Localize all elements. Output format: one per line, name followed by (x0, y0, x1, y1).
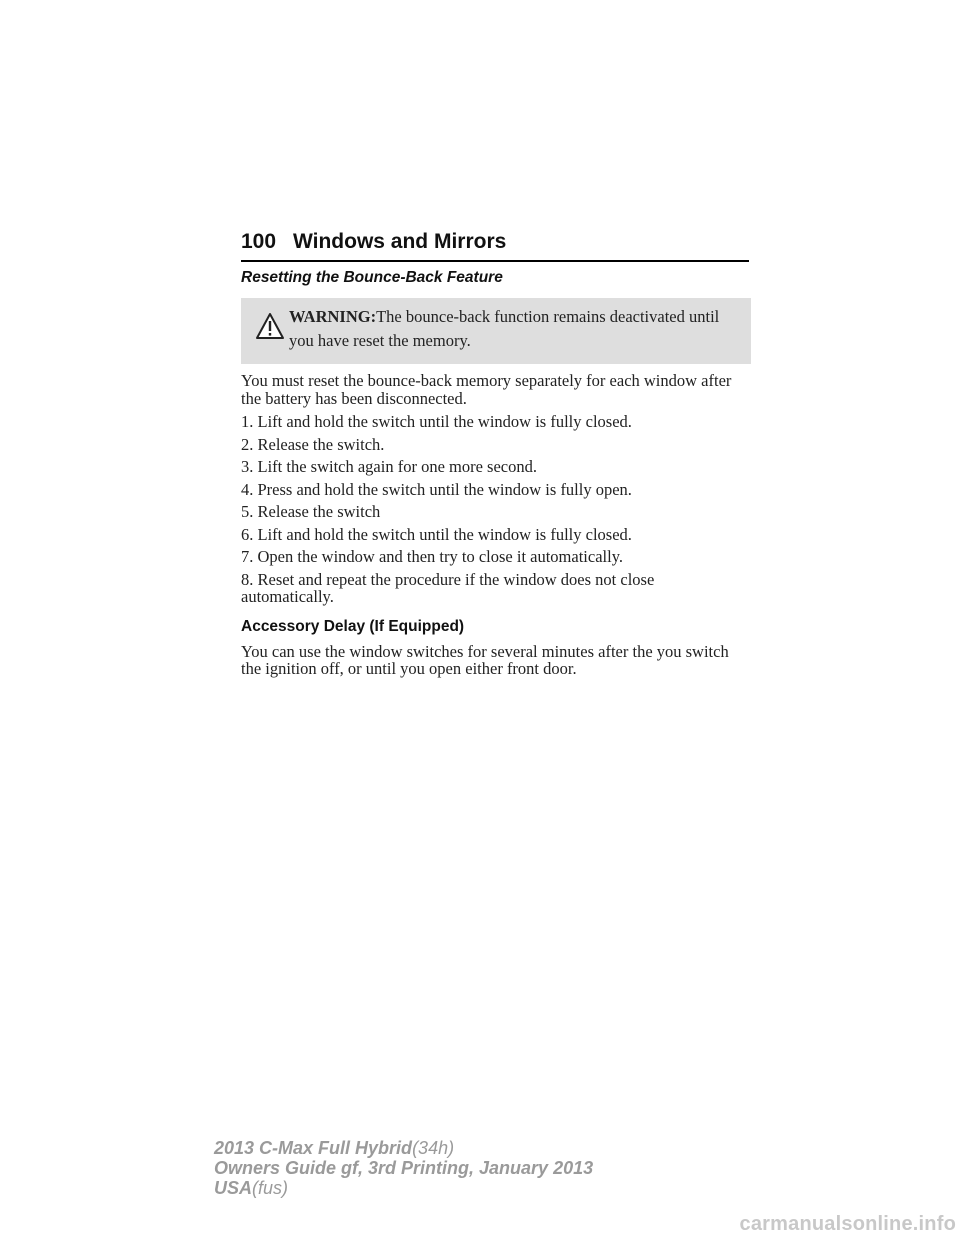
warning-triangle-icon (255, 312, 285, 340)
step-item: 2. Release the switch. (241, 434, 385, 454)
watermark: carmanualsonline.info (739, 1213, 956, 1235)
footer-line-3 (214, 1178, 593, 1198)
footer-model: 2013 C-Max Full Hybrid (214, 1138, 413, 1158)
page-number: 100 (241, 230, 277, 253)
footer-line-2: Owners Guide gf, 3rd Printing, January 2013 (214, 1158, 594, 1178)
step-item: 4. Press and hold the switch until the window is fully open. (241, 479, 632, 499)
step-item: 6. Lift and hold the switch until the window is fully closed. (241, 524, 632, 544)
footer-model-code: (34h) (412, 1138, 455, 1158)
chapter-title: Windows and Mirrors (293, 230, 507, 253)
footer-region-code: (fus) (252, 1178, 289, 1198)
step-item: 1. Lift and hold the switch until the window is fully closed. (241, 412, 632, 431)
step-item: 5. Release the switch (241, 502, 381, 521)
page-header (241, 228, 749, 262)
step-item: 7. Open the window and then try to close it automatically. (241, 547, 624, 566)
warning-label: WARNING: (289, 307, 377, 326)
page-content (241, 268, 751, 684)
step-item: 8. Reset and repeat the procedure if the window does not close automatically. (241, 569, 655, 606)
warning-box (241, 298, 751, 364)
section-title: Resetting the Bounce-Back Feature (241, 269, 503, 286)
accessory-delay-paragraph: You can use the window switches for several minutes after the you switch the ignition off, or until you open either front door. (241, 641, 729, 678)
document-footer (214, 1138, 593, 1198)
warning-message: The bounce-back function remains deactivated until you have reset the memory. (289, 307, 720, 350)
warning-text (289, 305, 741, 353)
step-item: 3. Lift the switch again for one more second. (241, 457, 537, 476)
footer-line-1 (214, 1138, 593, 1158)
accessory-delay-heading: Accessory Delay (If Equipped) (241, 617, 465, 635)
footer-region: USA (214, 1178, 253, 1198)
intro-paragraph: You must reset the bounce-back memory separately for each window after the battery has been disconnected. (241, 371, 732, 408)
